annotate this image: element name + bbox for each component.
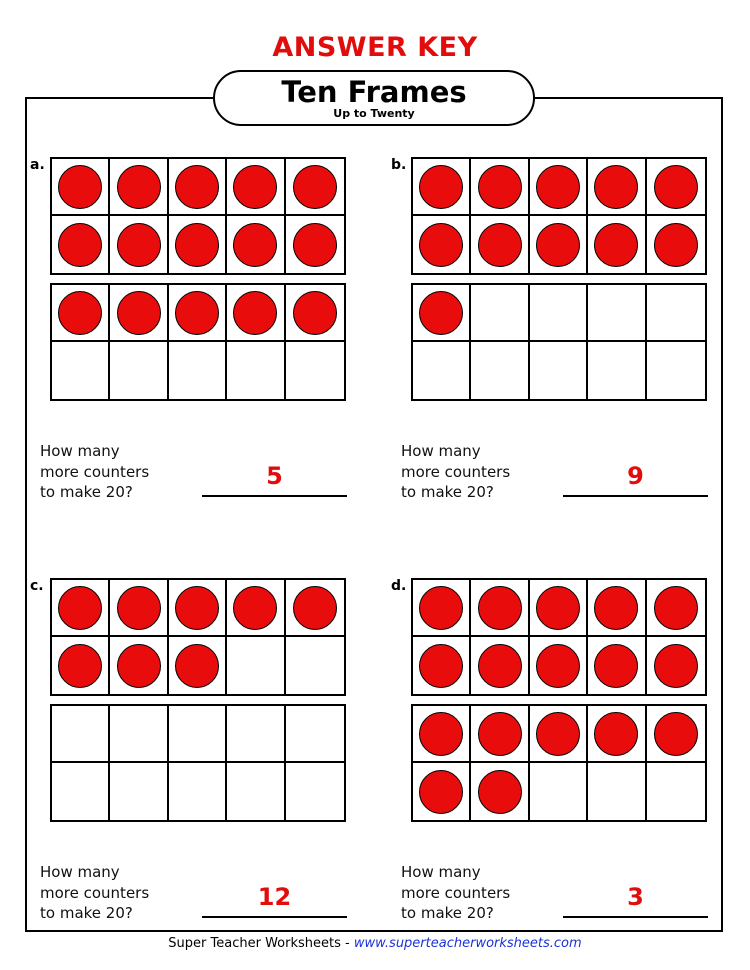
frame-cell: [647, 342, 705, 399]
counter-dot: [58, 165, 102, 209]
worksheet-subtitle: Up to Twenty: [333, 107, 415, 120]
counter-dot: [478, 770, 522, 814]
question-line: How many: [401, 863, 481, 881]
question-line: to make 20?: [401, 904, 494, 922]
counter-dot: [478, 586, 522, 630]
counter-dot: [233, 586, 277, 630]
counter-dot: [419, 770, 463, 814]
frame-cell: [286, 637, 344, 694]
ten-frame-top: [411, 157, 707, 275]
frame-cell: [169, 706, 227, 763]
frame-cell: [227, 637, 285, 694]
frame-cell: [588, 637, 646, 694]
frame-cell: [647, 637, 705, 694]
frame-cell: [169, 342, 227, 399]
frame-cell: [227, 285, 285, 342]
ten-frame-bottom: [411, 704, 707, 822]
counter-dot: [419, 223, 463, 267]
frame-cell: [413, 763, 471, 820]
problem-4: [391, 578, 711, 938]
frame-cell: [169, 159, 227, 216]
counter-dot: [478, 644, 522, 688]
frame-cell: [530, 285, 588, 342]
answer-line: [202, 495, 347, 497]
frame-cell: [286, 580, 344, 637]
frame-cell: [227, 342, 285, 399]
frame-cell: [110, 159, 168, 216]
problem-label: c.: [30, 578, 44, 594]
frame-cell: [530, 216, 588, 273]
counter-dot: [175, 165, 219, 209]
counter-dot: [117, 644, 161, 688]
frame-cell: [169, 285, 227, 342]
counter-dot: [654, 586, 698, 630]
problem-label: a.: [30, 157, 45, 173]
counter-dot: [478, 712, 522, 756]
frame-cell: [471, 637, 529, 694]
counter-dot: [419, 165, 463, 209]
counter-dot: [419, 712, 463, 756]
frame-cell: [227, 159, 285, 216]
frame-cell: [647, 216, 705, 273]
frame-cell: [413, 216, 471, 273]
frame-cell: [647, 706, 705, 763]
frame-cell: [110, 580, 168, 637]
frame-cell: [110, 706, 168, 763]
counter-dot: [233, 291, 277, 335]
frame-cell: [413, 285, 471, 342]
question-line: How many: [401, 442, 481, 460]
frame-cell: [110, 637, 168, 694]
counter-dot: [536, 644, 580, 688]
frame-cell: [588, 580, 646, 637]
frame-cell: [413, 342, 471, 399]
counter-dot: [293, 223, 337, 267]
ten-frame-top: [411, 578, 707, 696]
frame-cell: [169, 637, 227, 694]
counter-dot: [594, 712, 638, 756]
answer-line: [563, 916, 708, 918]
frame-cell: [52, 285, 110, 342]
question-text: [401, 441, 551, 503]
frame-cell: [588, 216, 646, 273]
frame-cell: [110, 342, 168, 399]
answer-key-heading: ANSWER KEY: [272, 32, 478, 63]
frame-cell: [286, 285, 344, 342]
frame-cell: [588, 763, 646, 820]
counter-dot: [117, 586, 161, 630]
counter-dot: [233, 165, 277, 209]
worksheet-title: Ten Frames: [281, 75, 467, 109]
frame-cell: [530, 159, 588, 216]
frame-cell: [588, 706, 646, 763]
frame-cell: [227, 216, 285, 273]
ten-frame-bottom: [411, 283, 707, 401]
answer-value: 3: [627, 883, 644, 911]
frame-cell: [647, 580, 705, 637]
question-line: more counters: [401, 883, 511, 902]
question-line: more counters: [40, 462, 150, 481]
ten-frame-top: [50, 157, 346, 275]
frame-cell: [52, 342, 110, 399]
counter-dot: [293, 165, 337, 209]
counter-dot: [58, 644, 102, 688]
frame-cell: [413, 159, 471, 216]
frame-cell: [413, 706, 471, 763]
frame-cell: [471, 159, 529, 216]
footer-url-link[interactable]: www.superteacherworksheets.com: [353, 936, 582, 951]
counter-dot: [478, 223, 522, 267]
frame-cell: [52, 159, 110, 216]
ten-frame-bottom: [50, 704, 346, 822]
problem-3: [30, 578, 350, 938]
ten-frame-bottom: [50, 283, 346, 401]
frame-cell: [169, 763, 227, 820]
frame-cell: [286, 342, 344, 399]
counter-dot: [536, 165, 580, 209]
frame-cell: [471, 342, 529, 399]
ten-frame-top: [50, 578, 346, 696]
frame-cell: [471, 216, 529, 273]
counter-dot: [58, 223, 102, 267]
problem-label: d.: [391, 578, 407, 594]
counter-dot: [293, 586, 337, 630]
counter-dot: [594, 586, 638, 630]
counter-dot: [175, 223, 219, 267]
frame-cell: [169, 580, 227, 637]
answer-value: 12: [257, 883, 292, 911]
counter-dot: [536, 712, 580, 756]
frame-cell: [110, 285, 168, 342]
counter-dot: [654, 223, 698, 267]
frame-cell: [110, 216, 168, 273]
counter-dot: [175, 644, 219, 688]
question-text: [40, 441, 190, 503]
frame-cell: [471, 763, 529, 820]
frame-cell: [110, 763, 168, 820]
frame-cell: [471, 285, 529, 342]
counter-dot: [175, 586, 219, 630]
question-line: to make 20?: [40, 904, 133, 922]
frame-cell: [227, 706, 285, 763]
counter-dot: [117, 291, 161, 335]
counter-dot: [233, 223, 277, 267]
answer-line: [202, 916, 347, 918]
frame-cell: [286, 159, 344, 216]
counter-dot: [175, 291, 219, 335]
frame-cell: [647, 159, 705, 216]
footer-brand: Super Teacher Worksheets: [168, 936, 341, 951]
question-text: [40, 862, 190, 924]
frame-cell: [530, 706, 588, 763]
counter-dot: [419, 644, 463, 688]
frame-cell: [286, 706, 344, 763]
frame-cell: [471, 706, 529, 763]
problem-2: [391, 157, 711, 517]
counter-dot: [536, 223, 580, 267]
frame-cell: [52, 637, 110, 694]
frame-cell: [588, 159, 646, 216]
counter-dot: [58, 586, 102, 630]
frame-cell: [588, 285, 646, 342]
frame-cell: [227, 580, 285, 637]
answer-value: 9: [627, 462, 644, 490]
title-banner: [213, 70, 535, 126]
question-text: [401, 862, 551, 924]
answer-line: [563, 495, 708, 497]
counter-dot: [654, 165, 698, 209]
answer-value: 5: [266, 462, 283, 490]
frame-cell: [169, 216, 227, 273]
counter-dot: [293, 291, 337, 335]
frame-cell: [530, 763, 588, 820]
frame-cell: [530, 342, 588, 399]
frame-cell: [413, 580, 471, 637]
counter-dot: [419, 586, 463, 630]
frame-cell: [413, 637, 471, 694]
frame-cell: [52, 216, 110, 273]
frame-cell: [286, 763, 344, 820]
counter-dot: [58, 291, 102, 335]
question-line: to make 20?: [401, 483, 494, 501]
question-line: to make 20?: [40, 483, 133, 501]
counter-dot: [419, 291, 463, 335]
footer-separator: -: [340, 936, 354, 951]
frame-cell: [530, 637, 588, 694]
counter-dot: [594, 644, 638, 688]
frame-cell: [52, 763, 110, 820]
frame-cell: [647, 285, 705, 342]
frame-cell: [52, 580, 110, 637]
frame-cell: [227, 763, 285, 820]
counter-dot: [536, 586, 580, 630]
question-line: How many: [40, 863, 120, 881]
frame-cell: [286, 216, 344, 273]
counter-dot: [478, 165, 522, 209]
footer: [0, 936, 750, 951]
problem-label: b.: [391, 157, 407, 173]
frame-cell: [588, 342, 646, 399]
counter-dot: [117, 223, 161, 267]
frame-cell: [530, 580, 588, 637]
frame-cell: [52, 706, 110, 763]
question-line: more counters: [40, 883, 150, 902]
question-line: more counters: [401, 462, 511, 481]
counter-dot: [117, 165, 161, 209]
counter-dot: [594, 165, 638, 209]
question-line: How many: [40, 442, 120, 460]
counter-dot: [654, 644, 698, 688]
problem-1: [30, 157, 350, 517]
counter-dot: [654, 712, 698, 756]
counter-dot: [594, 223, 638, 267]
frame-cell: [471, 580, 529, 637]
frame-cell: [647, 763, 705, 820]
